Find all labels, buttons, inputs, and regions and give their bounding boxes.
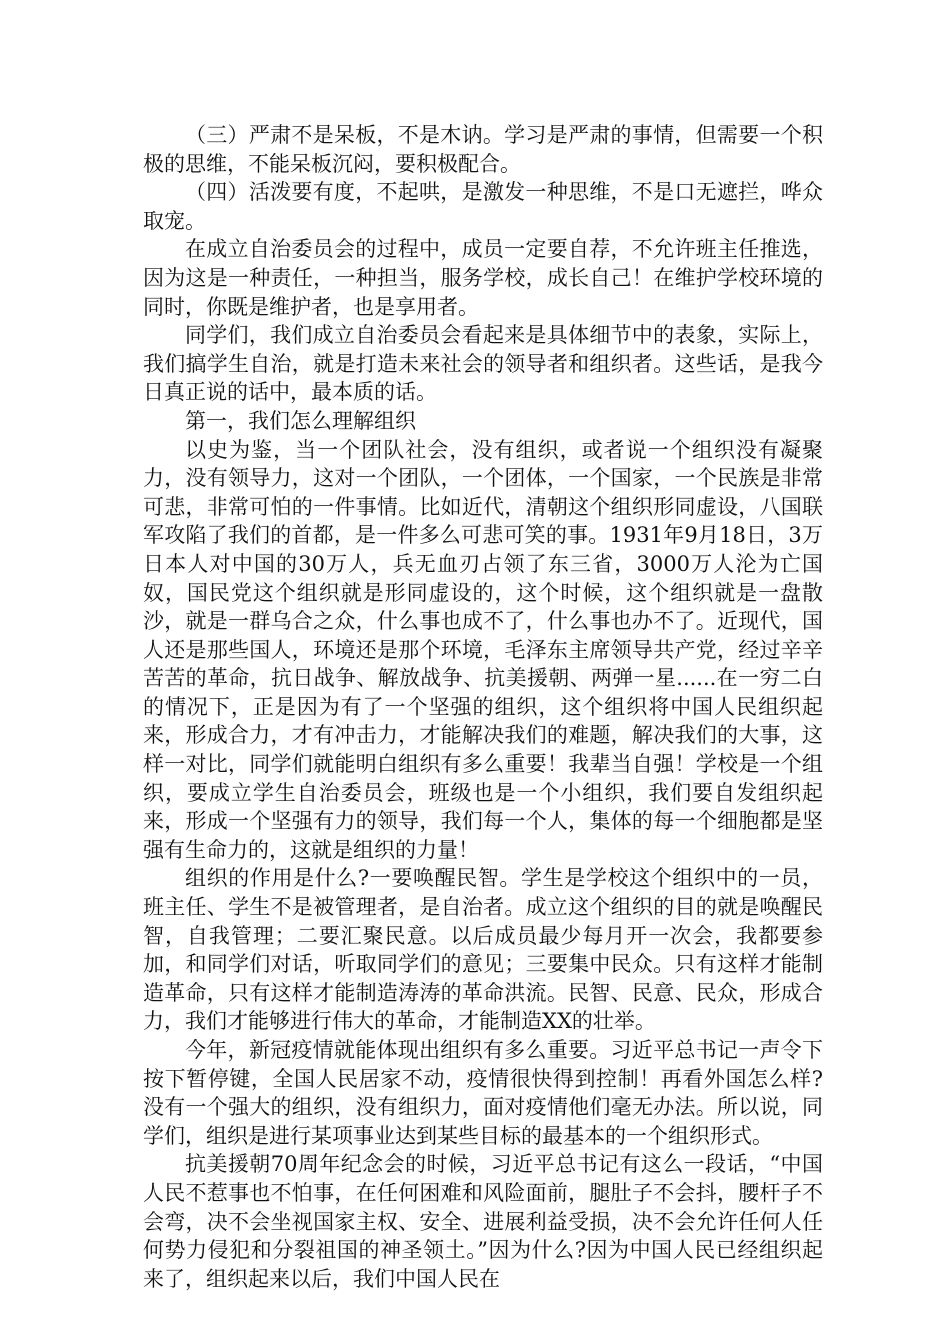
paragraph-organization-role: 组织的作用是什么?一要唤醒民智。学生是学校这个组织中的一员，班主任、学生不是被管理者，是自治者。成立这个组织的目的就是唤醒民智，自我管理；二要汇聚民意。以后成员最少每月开一次会，我都要参加，和同学们对话，听取同学们的意见；三要集中民众。只有这样才能制造革命，只有这样才能制造涛涛的革命洪流。民智、民意、民众，形成合力，我们才能够进行伟大的革命，才能制造XX的壮举。 bbox=[143, 866, 823, 1034]
document-page bbox=[143, 121, 823, 1293]
paragraph-history-lesson: 以史为鉴，当一个团队社会，没有组织，或者说一个组织没有凝聚力，没有领导力，这对一个团队，一个团体，一个国家，一个民族是非常可悲，非常可怕的一件事情。比如近代，清朝这个组织形同虚设，八国联军攻陷了我们的首都，是一件多么可悲可笑的事。1931年9月18日，3万日本人对中国的30万人，兵无血刃占领了东三省，3000万人沦为亡国奴，国民党这个组织就是形同虚设的，这个时候，这个组织就是一盘散沙，就是一群乌合之众，什么事也成不了，什么事也办不了。近现代，国人还是那些国人，环境还是那个环境，毛泽东主席领导共产党，经过辛辛苦苦的革命，抗日战争、解放战争、抗美援朝、两弹一星......在一穷二白的情况下，正是因为有了一个坚强的组织，这个组织将中国人民组织起来，形成合力，才有冲击力，才能解决我们的难题，解决我们的大事，这样一对比，同学们就能明白组织有多么重要！我辈当自强！学校是一个组织，要成立学生自治委员会，班级也是一个小组织，我们要自发组织起来，形成一个坚强有力的领导，我们每一个人，集体的每一个细胞都是坚强有生命力的，这就是组织的力量！ bbox=[143, 437, 823, 862]
paragraph-part-four: （四）活泼要有度，不起哄，是激发一种思维，不是口无遮拦，哗众取宠。 bbox=[143, 180, 823, 233]
paragraph-anniversary-quote: 抗美援朝70周年纪念会的时候，习近平总书记有这么一段话，“中国人民不惹事也不怕事，在任何困难和风险面前，腿肚子不会抖，腰杆子不会弯，决不会坐视国家主权、安全、进展利益受损，决不会允许任何人任何势力侵犯和分裂祖国的神圣领土。”因为什么?因为中国人民已经组织起来了，组织起来以后，我们中国人民在 bbox=[143, 1152, 823, 1291]
paragraph-self-recommend: 在成立自治委员会的过程中，成员一定要自荐，不允许班主任推选，因为这是一种责任，一种担当，服务学校，成长自己！在维护学校环境的同时，你既是维护者，也是享用者。 bbox=[143, 237, 823, 319]
paragraph-students-address: 同学们，我们成立自治委员会看起来是具体细节中的表象，实际上，我们搞学生自治，就是打造未来社会的领导者和组织者。这些话，是我今日真正说的话中，最本质的话。 bbox=[143, 323, 823, 405]
section-heading-understand-organization: 第一，我们怎么理解组织 bbox=[185, 408, 416, 433]
paragraph-epidemic-example: 今年，新冠疫情就能体现出组织有多么重要。习近平总书记一声令下按下暂停键，全国人民居家不动，疫情很快得到控制！再看外国怎么样?没有一个强大的组织，没有组织力，面对疫情他们毫无办法。所以说，同学们，组织是进行某项事业达到某些目标的最基本的一个组织形式。 bbox=[143, 1038, 823, 1148]
paragraph-part-three: （三）严肃不是呆板，不是木讷。学习是严肃的事情，但需要一个积极的思维，不能呆板沉闷，要积极配合。 bbox=[143, 123, 823, 176]
